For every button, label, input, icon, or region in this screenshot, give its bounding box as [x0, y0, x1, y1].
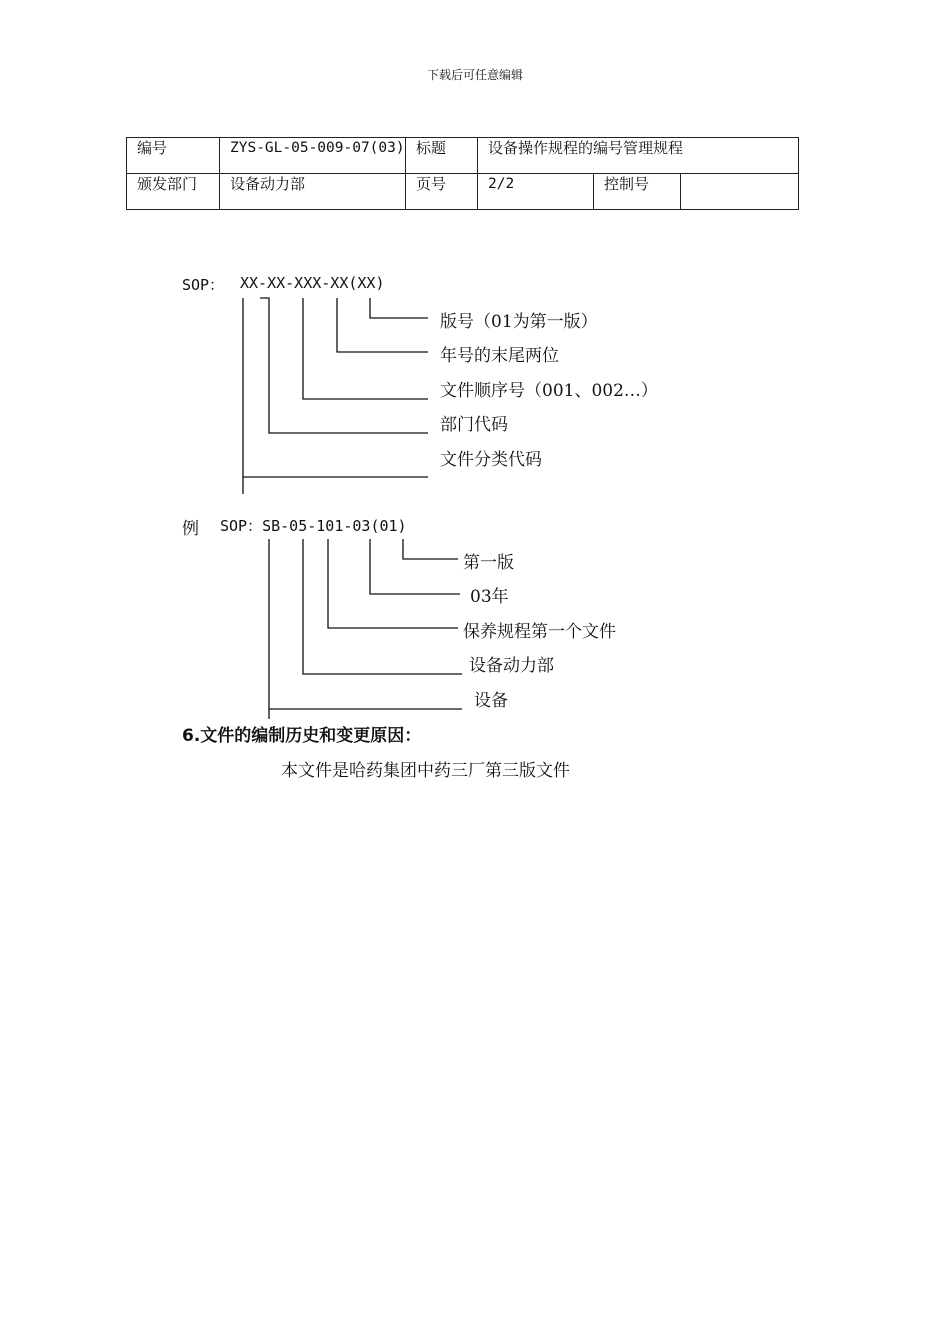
connector-category — [243, 298, 428, 494]
format-label-category: 文件分类代码 — [440, 450, 542, 470]
format-label-version: 版号（01为第一版） — [440, 312, 598, 332]
header-note: 下载后可任意编辑 — [426, 68, 523, 82]
format-label-dept: 部门代码 — [440, 415, 508, 435]
ex-connector-year — [370, 539, 460, 594]
format-label-year: 年号的末尾两位 — [440, 346, 559, 366]
label-page: 页号 — [416, 175, 447, 193]
format-pattern: XX-XX-XXX-XX(XX) — [240, 274, 385, 292]
format-label-sequence: 文件顺序号（001、002…） — [440, 381, 658, 401]
connector-version — [370, 298, 428, 318]
doc-page: 2/2 — [488, 176, 515, 192]
connector-year — [337, 298, 428, 352]
connector-sequence — [303, 298, 428, 399]
example-label-dept: 设备动力部 — [469, 656, 554, 676]
label-dept: 颁发部门 — [137, 175, 198, 193]
doc-dept: 设备动力部 — [230, 175, 306, 193]
doc-code: ZYS-GL-05-009-07(03) — [230, 140, 405, 156]
section6-heading: 6.文件的编制历史和变更原因： — [182, 726, 422, 746]
format-prefix: SOP： — [182, 276, 225, 294]
ex-connector-edition — [403, 539, 458, 559]
ex-connector-file — [328, 539, 458, 628]
label-control: 控制号 — [604, 175, 650, 193]
section6-body: 本文件是哈药集团中药三厂第三版文件 — [281, 761, 570, 781]
label-code: 编号 — [137, 139, 168, 157]
doc-title: 设备操作规程的编号管理规程 — [488, 139, 684, 157]
label-title: 标题 — [416, 139, 447, 157]
example-label-file: 保养规程第一个文件 — [463, 622, 616, 642]
example-prefix: 例 — [182, 519, 199, 539]
example-label-edition: 第一版 — [463, 553, 514, 573]
example-code: SOP：SB-05-101-03(01) — [220, 517, 407, 535]
example-label-category: 设备 — [474, 691, 508, 711]
ex-connector-category — [269, 539, 462, 719]
example-label-year: 03年 — [470, 587, 509, 607]
